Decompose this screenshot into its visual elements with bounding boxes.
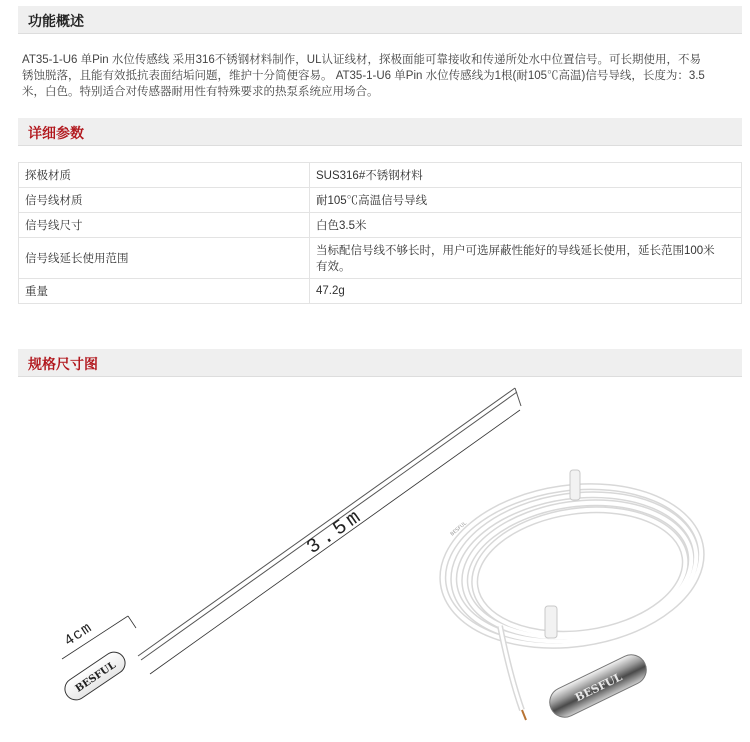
params-table (18, 162, 742, 304)
cable-end (515, 388, 521, 406)
section-title-params: 详细参数 (28, 126, 84, 142)
steel-probe (545, 650, 652, 723)
table-row (19, 163, 742, 188)
probe-brand: BESFUL (73, 659, 119, 695)
probe-length-label: 4cm (61, 619, 96, 651)
section-header-params (18, 118, 742, 146)
overview-description (22, 52, 742, 100)
param-value (310, 238, 742, 279)
section-title-spec: 规格尺寸图 (28, 357, 98, 373)
param-label: 重量 (19, 279, 310, 304)
spec-diagram (0, 376, 750, 742)
param-label: 探极材质 (19, 163, 310, 188)
param-label: 信号线尺寸 (19, 213, 310, 238)
zip-tie (570, 470, 580, 500)
param-value: 耐105℃高温信号导线 (310, 188, 742, 213)
table-row (19, 279, 742, 304)
param-value: 白色3.5米 (310, 213, 742, 238)
param-label: 信号线材质 (19, 188, 310, 213)
zip-tie (545, 606, 557, 638)
steel-probe-brand: BESFUL (572, 670, 625, 705)
overview-line: 锈蚀脱落，且能有效抵抗表面结垢问题，维护十分简便容易。 AT35-1-U6 单Pin 水位传感线为1根(耐105℃高温)信号导线，长度为：3.5 (22, 70, 705, 82)
overview-line: 米，白色。特别适合对传感器耐用性有特殊要求的热泵系统应用场合。 (22, 86, 379, 98)
section-header-overview (18, 6, 742, 34)
param-value-line: 当标配信号线不够长时，用户可选屏蔽性能好的导线延长使用，延长范围100米 (316, 245, 715, 257)
param-label: 信号线延长使用范围 (19, 238, 310, 279)
param-value: SUS316#不锈钢材料 (310, 163, 742, 188)
table-row (19, 188, 742, 213)
section-header-spec (18, 349, 742, 377)
cable-print: BESFUL (449, 520, 468, 538)
param-value: 47.2g (310, 279, 742, 304)
wire-tip (522, 710, 526, 720)
dimension-tick (128, 616, 136, 628)
length-label: 3.5m (302, 504, 369, 560)
probe-body (61, 648, 130, 704)
param-value-line: 有效。 (316, 261, 351, 273)
table-row (19, 213, 742, 238)
table-row (19, 238, 742, 279)
section-title-overview: 功能概述 (28, 14, 84, 30)
product-photo (432, 470, 711, 722)
overview-line: AT35-1-U6 单Pin 水位传感线 采用316不锈钢材料制作，UL认证线材，探极面能可靠接收和传递所处水中位置信号。可长期使用，不易 (22, 54, 701, 66)
